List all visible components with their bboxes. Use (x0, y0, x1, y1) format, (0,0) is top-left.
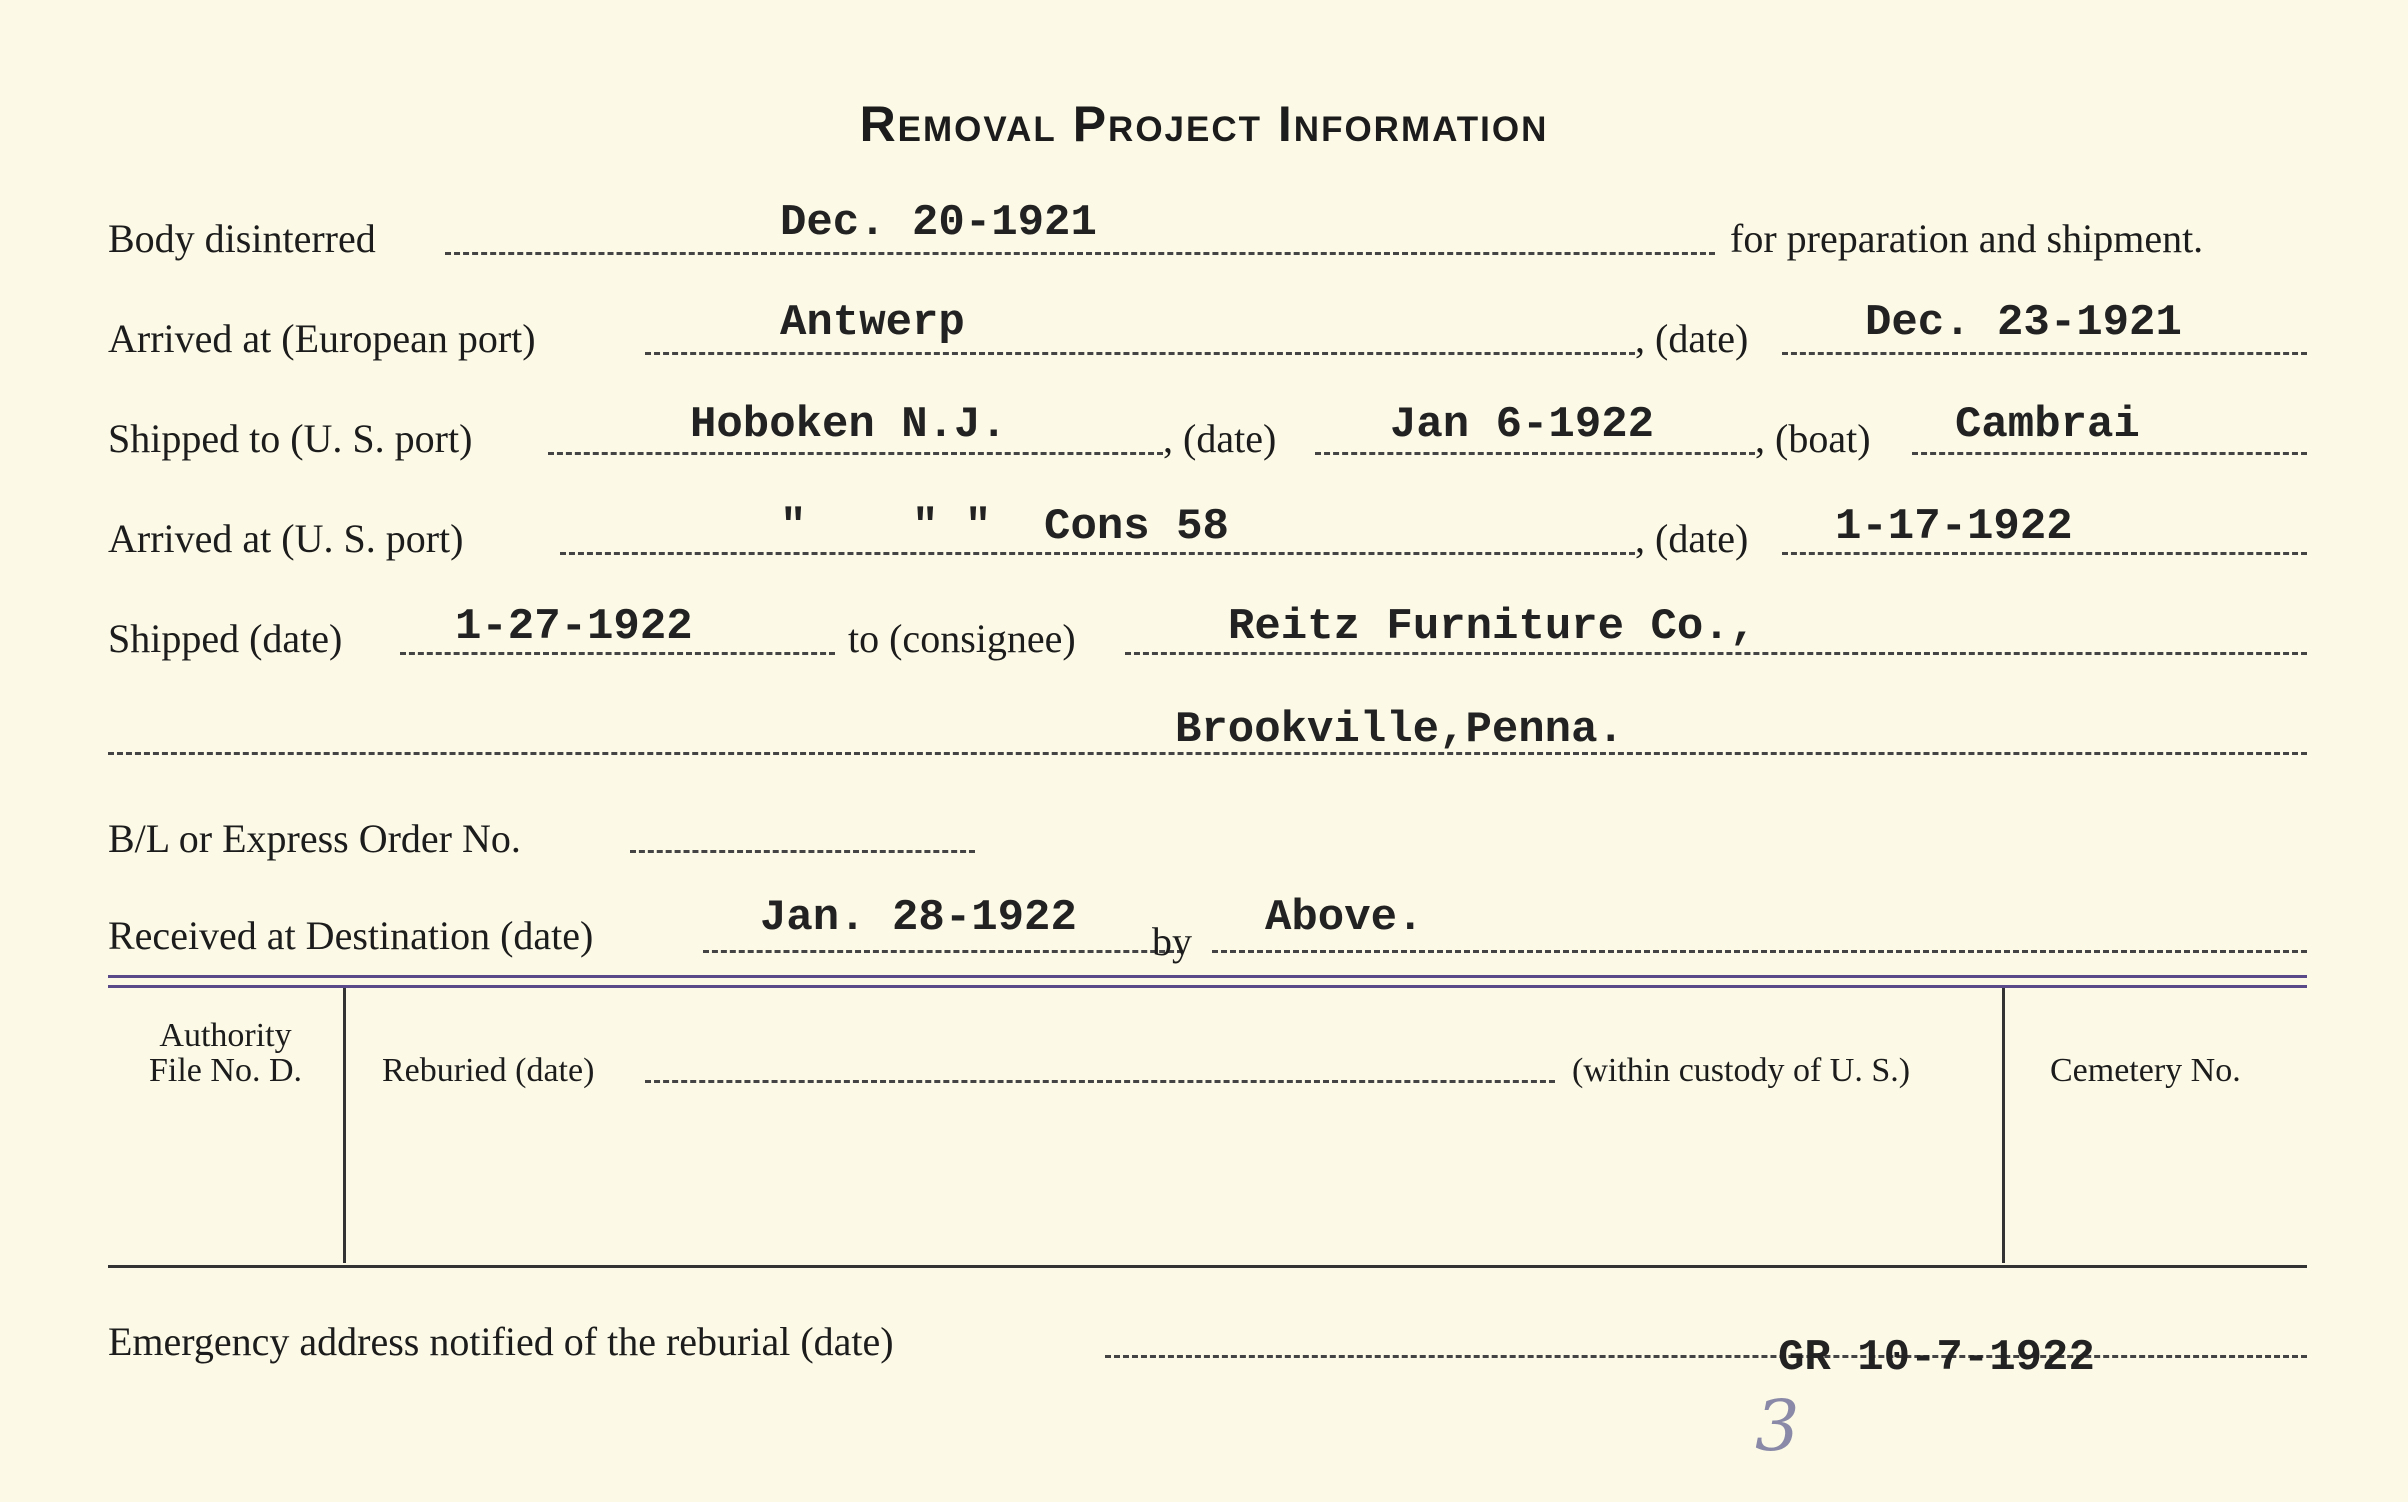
shipped-us-date-label: , (date) (1163, 416, 1277, 461)
emergency-value: GR 10-7-1922 (1778, 1333, 2095, 1383)
arrived-eu-label: Arrived at (European port) (108, 316, 536, 361)
bl-line (630, 850, 975, 853)
table-top-rule-1 (108, 975, 2307, 978)
shipped-us-label: Shipped to (U. S. port) (108, 416, 473, 461)
authority-label-1: Authority (159, 1017, 292, 1054)
table-divider-left (343, 988, 346, 1263)
received-date-line (703, 950, 1183, 953)
arrived-us-date: 1-17-1922 (1835, 502, 2073, 552)
table-bottom-rule (108, 1265, 2307, 1268)
shipped-us-line (548, 452, 1163, 455)
cemetery-label: Cemetery No. (2050, 1052, 2241, 1089)
arrived-us-line (560, 552, 1635, 555)
arrived-us-date-line (1782, 552, 2307, 555)
shipped-date-line (400, 652, 835, 655)
consignee-label: to (consignee) (848, 616, 1076, 661)
shipped-date: 1-27-1922 (455, 602, 693, 652)
bl-label: B/L or Express Order No. (108, 816, 521, 861)
received-label: Received at Destination (date) (108, 913, 594, 958)
authority-label-2: File No. D. (149, 1052, 302, 1089)
arrived-us-label: Arrived at (U. S. port) (108, 516, 464, 561)
arrived-eu-line (645, 352, 1635, 355)
received-date: Jan. 28-1922 (760, 893, 1077, 943)
consignee-value: Reitz Furniture Co., (1228, 602, 1757, 652)
handwritten-mark: 3 (1755, 1385, 1800, 1467)
disinterred-value: Dec. 20-1921 (780, 198, 1097, 248)
emergency-label: Emergency address notified of the reburial (date) (108, 1319, 894, 1364)
arrived-eu-date: Dec. 23-1921 (1865, 298, 2182, 348)
shipped-us-boat: Cambrai (1955, 400, 2140, 450)
shipped-us-boat-label: , (boat) (1755, 416, 1871, 461)
table-divider-right (2002, 988, 2005, 1263)
consignee-city: Brookville,Penna. (1175, 705, 1624, 755)
arrived-eu-port: Antwerp (780, 298, 965, 348)
shipped-us-boat-line (1912, 452, 2307, 455)
reburied-label: Reburied (date) (382, 1052, 595, 1089)
disinterred-suffix: for preparation and shipment. (1730, 216, 2204, 261)
custody-label: (within custody of U. S.) (1572, 1052, 1911, 1089)
reburied-line (645, 1080, 1555, 1083)
arrived-us-port: " " " Cons 58 (780, 502, 1229, 552)
disinterred-line (445, 252, 1715, 255)
shipped-us-date: Jan 6-1922 (1390, 400, 1655, 450)
arrived-eu-date-label: , (date) (1635, 316, 1749, 361)
arrived-eu-date-line (1782, 352, 2307, 355)
shipped-date-label: Shipped (date) (108, 616, 343, 661)
received-by-line (1212, 950, 2307, 953)
shipped-us-port: Hoboken N.J. (690, 400, 1007, 450)
received-by-label: by (1152, 919, 1192, 964)
shipped-us-date-line (1315, 452, 1755, 455)
arrived-us-date-label: , (date) (1635, 516, 1749, 561)
emergency-line (1105, 1355, 2307, 1358)
received-by: Above. (1265, 893, 1424, 943)
disinterred-label: Body disinterred (108, 216, 376, 261)
table-top-rule-2 (108, 985, 2307, 988)
form-title: Removal Project Information (859, 96, 1549, 152)
consignee-line (1125, 652, 2307, 655)
